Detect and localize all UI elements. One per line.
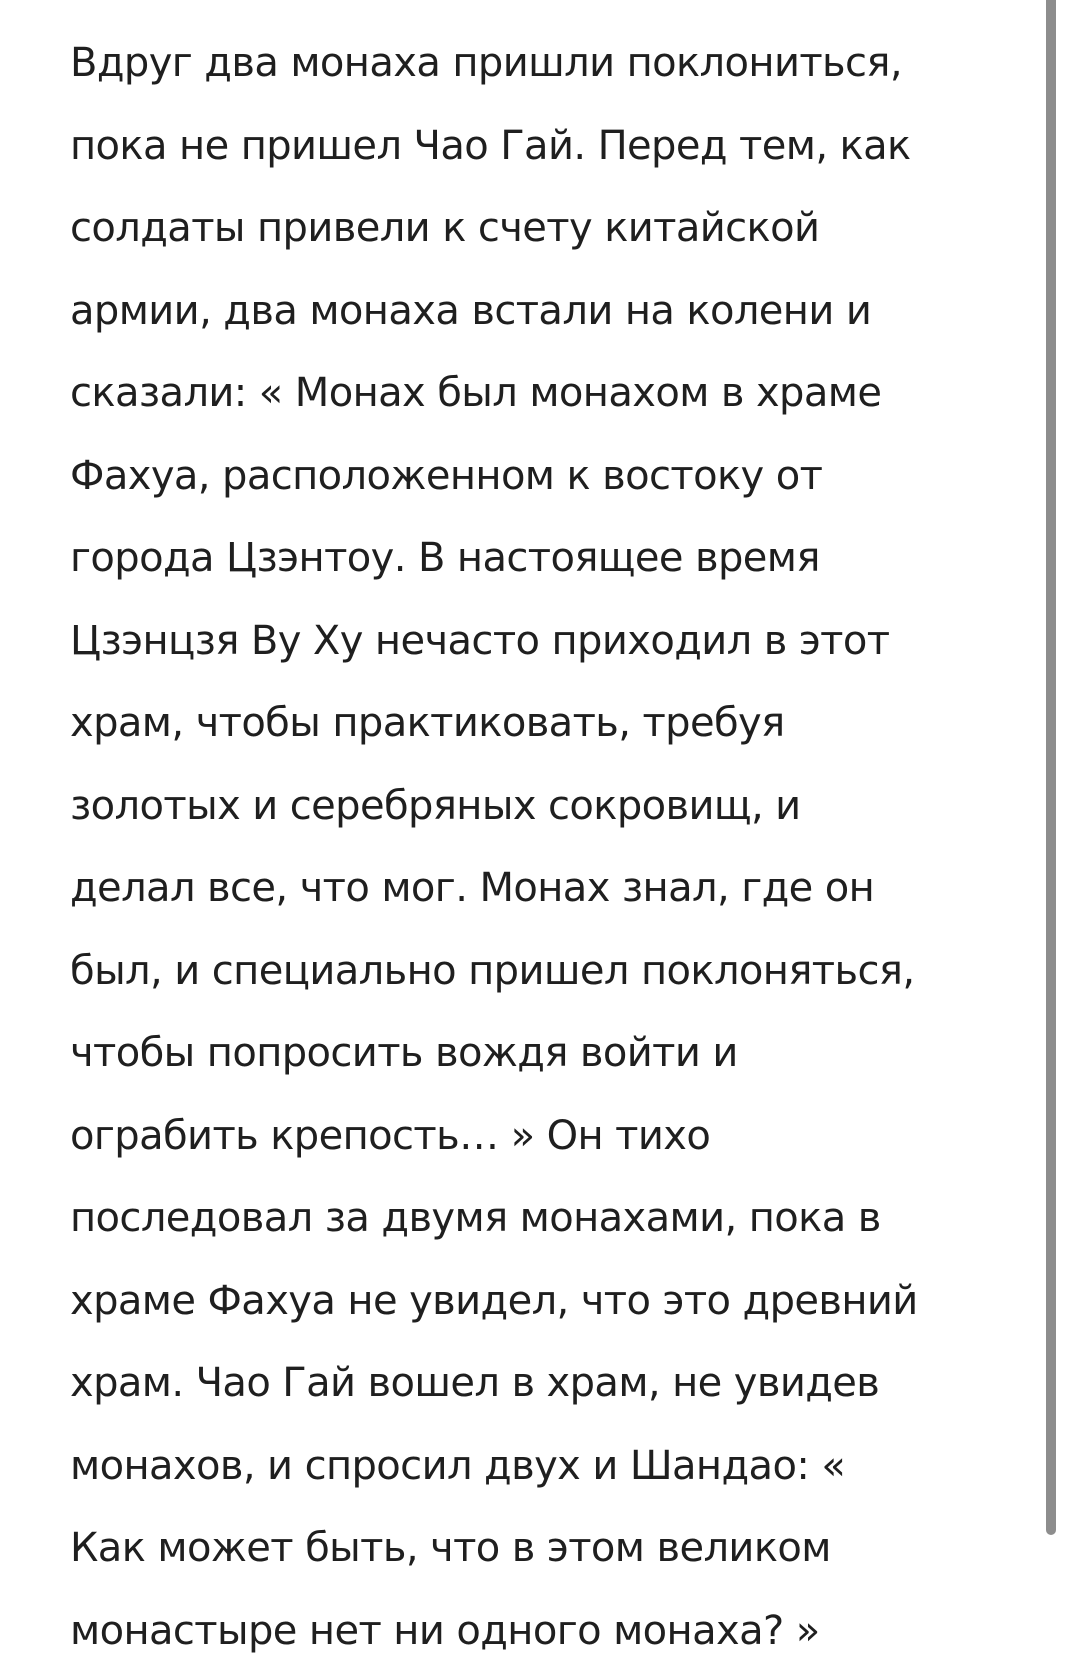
text-line: последовал за двумя монахами, пока в [70,1195,881,1241]
text-line: делал все, что мог. Монах знал, где он [70,865,875,911]
article-text [70,22,1020,1672]
text-line: золотых и серебряных сокровищ, и [70,782,801,829]
text-line: Вдруг два монаха пришли поклониться, [70,40,902,86]
text-line: храме Фахуа не увидел, что это древний [70,1277,918,1324]
text-line: монахов, и спросил двух и Шандао: « [70,1442,846,1489]
text-line: Как может быть, что в этом великом [70,1525,831,1571]
text-line: армии, два монаха встали на колени и [70,287,872,334]
text-line: Фахуа, расположенном к востоку от [70,452,823,499]
text-line: храм. Чао Гай вошел в храм, не увидев [70,1360,880,1406]
text-line: солдаты привели к счету китайской [70,205,820,251]
text-line: ограбить крепость… » Он тихо [70,1112,711,1159]
text-line: храм, чтобы практиковать, требуя [70,700,785,746]
text-line: был, и специально пришел поклоняться, [70,947,915,994]
text-line: города Цзэнтоу. В настоящее время [70,535,820,581]
text-line: Цзэнцзя Ву Ху нечасто приходил в этот [70,617,890,664]
text-line: монастыре нет ни одного монаха? » [70,1607,820,1654]
text-line: чтобы попросить вождя войти и [70,1030,738,1076]
text-line: сказали: « Монах был монахом в храме [70,370,882,416]
text-line: пока не пришел Чао Гай. Перед тем, как [70,122,911,169]
scrollbar-thumb[interactable] [1046,0,1056,1535]
